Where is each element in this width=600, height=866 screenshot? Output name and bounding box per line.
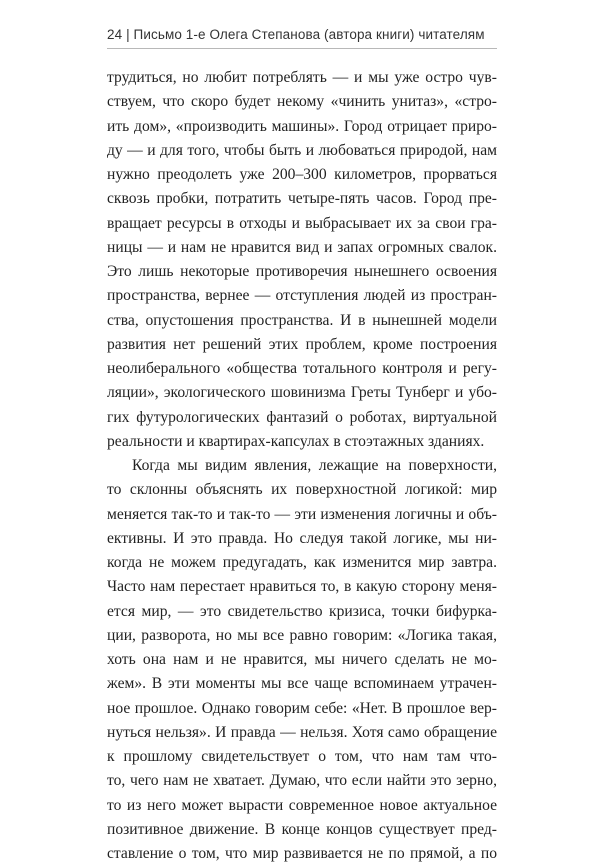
text-line: развития нет решений этих проблем, кроме построения [107, 335, 497, 353]
text-line: Это лишь некоторые противоречия нынешнего освоения [107, 263, 497, 280]
text-line: ное прошлое. Однако говорим себе: «Нет. В прошлое вер- [107, 699, 497, 717]
text-line: пространства, вернее — отступления людей из простран- [107, 287, 497, 305]
text-line: ется мир, — это свидетельство кризиса, точки бифурка- [107, 602, 497, 620]
text-line: трудиться, но любит потреблять — и мы уже остро чув- [107, 69, 497, 86]
body-text [107, 66, 497, 866]
text-line: гих футурологических фантазий о роботах, виртуальной [107, 408, 497, 426]
text-line: позитивное движение. В конце концов существует пред- [107, 820, 497, 838]
text-line: ду — и для того, чтобы быть и любоваться природой, нам [107, 141, 497, 159]
text-line: нуться нельзя». И правда — нельзя. Хотя само обращение [107, 723, 497, 741]
text-line: Часто нам перестает нравиться то, в какую сторону меня- [107, 578, 497, 596]
text-line: то склонны объяснять их поверхностной логикой: мир [107, 481, 497, 499]
running-head: 24 | Письмо 1-е Олега Степанова (автора книги) читателям [107, 27, 485, 42]
text-line: ствуем, что скоро будет некому «чинить унитаз», «стро- [107, 93, 497, 111]
text-line: когда не можем предугадать, как изменится мир завтра. [107, 554, 497, 571]
text-line: ставление о том, что мир развивается не по прямой, а по [107, 845, 497, 862]
text-line: Когда мы видим явления, лежащие на поверхности, [132, 457, 497, 474]
text-line: меняется так-то и так-то — эти изменения логичны и объ- [107, 505, 497, 523]
paragraph-2 [107, 454, 497, 866]
text-line: сквозь пробки, потратить четыре-пять часов. Город пре- [107, 190, 497, 208]
text-line: ективны. И это правда. Но следуя такой логике, мы ни- [107, 529, 497, 547]
paragraph-1 [107, 66, 497, 454]
text-line: ции, разворота, но мы все равно говорим: «Логика такая, [107, 626, 497, 644]
text-line: ляции», экологического шовинизма Греты Тунберг и убо- [107, 384, 497, 402]
text-line: жем». В эти моменты мы все чаще вспоминаем утрачен- [107, 675, 497, 693]
text-line: неолиберального «общества тотального контроля и регу- [107, 360, 497, 377]
text-line: хоть она нам и не нравится, мы ничего сделать не мо- [107, 651, 497, 668]
text-line: ницы — и нам не нравится вид и запах огромных свалок. [107, 238, 497, 256]
text-line: вращает ресурсы в отходы и выбрасывает их за свои гра- [107, 214, 497, 232]
text-line: реальности и квартирах-капсулах в стоэтажных зданиях. [107, 432, 485, 450]
text-line: к прошлому свидетельствует о том, что нам там что- [107, 748, 497, 765]
text-line: то из него может вырасти современное новое актуальное [107, 796, 497, 814]
text-line: ить дом», «производить машины». Город отрицает приро- [107, 117, 497, 135]
text-line: то, чего нам не хватает. Думаю, что если найти это зерно, [107, 772, 497, 790]
header-rule [107, 48, 497, 49]
text-line: нужно преодолеть уже 200–300 километров, прорваться [107, 166, 497, 183]
text-line: ства, опустошения пространства. И в нынешней модели [107, 311, 497, 329]
